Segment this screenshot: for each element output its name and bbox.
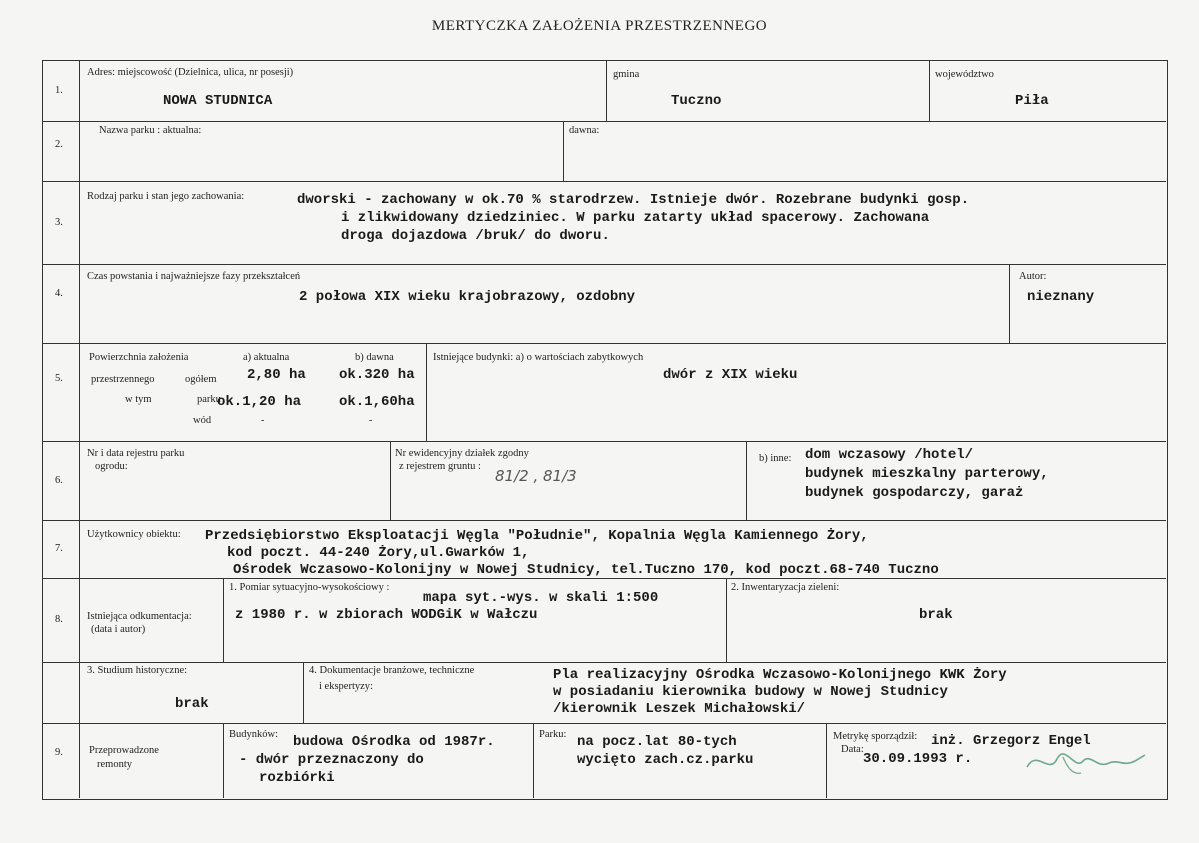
users-line-3: Ośrodek Wczasowo-Kolonijny w Nowej Studnicy, tel.Tuczno 170, kod poczt.68-740 Tuczno <box>233 562 939 578</box>
industry-docs-line-3: /kierownik Leszek Michałowski/ <box>553 701 806 717</box>
date-label: Data: <box>841 744 864 755</box>
area-total-former: ok.320 ha <box>339 367 415 383</box>
survey-label: 1. Pomiar sytuacyjno-wysokościowy : <box>229 582 390 593</box>
date-value: 30.09.1993 r. <box>863 751 973 767</box>
area-przestrzennego-label: przestrzennego <box>91 374 155 385</box>
address-label: Adres: miejscowość (Dzielnica, ulica, nr posesji) <box>87 67 294 78</box>
creation-time-label: Czas powstania i najważniejsze fazy przekształceń <box>87 271 301 282</box>
parcel-number-label: Nr ewidencyjny działek zgodny <box>395 448 529 459</box>
park-type-line-1: dworski - zachowany w ok.70 % starodrzew. Istnieje dwór. Rozebrane budynki gosp. <box>297 192 970 208</box>
park-type-line-3: droga dojazdowa /bruk/ do dworu. <box>341 228 610 244</box>
area-label: Powierzchnia założenia <box>89 352 189 363</box>
survey-line-2: z 1980 r. w zbiorach WODGiK w Wałczu <box>235 607 538 623</box>
row-number: 8. <box>55 614 63 625</box>
existing-buildings-label: Istniejące budynki: a) o wartościach zabytkowych <box>433 352 644 363</box>
buildings-renovation-line-2: - dwór przeznaczony do <box>239 752 424 768</box>
page-title: MERTYCZKA ZAŁOŻENIA PRZESTRZENNEGO <box>431 18 768 34</box>
buildings-renovation-label: Budynków: <box>229 729 279 740</box>
prepared-by-value: inż. Grzegorz Engel <box>931 733 1091 749</box>
industry-docs-line-1: Pla realizacyjny Ośrodka Wczasowo-Kolonijnego KWK Żory <box>553 667 1007 683</box>
industry-docs-line-2: w posiadaniu kierownika budowy w Nowej Studnicy <box>553 684 948 700</box>
area-including-label: w tym <box>125 394 152 405</box>
row-number: 7. <box>55 543 63 554</box>
users-line-2: kod poczt. 44-240 Żory,ul.Gwarków 1, <box>227 545 530 561</box>
documentation-label-2: (data i autor) <box>91 624 146 635</box>
greenery-inventory-label: 2. Inwentaryzacja zieleni: <box>731 582 840 593</box>
parcel-number-value: 81/2 , 81/3 <box>495 467 577 485</box>
author-label: Autor: <box>1019 271 1047 282</box>
area-park-label: parku <box>197 394 221 405</box>
row-number: 3. <box>55 217 63 228</box>
voivodeship-value: Piła <box>1015 93 1049 109</box>
park-type-label: Rodzaj parku i stan jego zachowania: <box>87 191 245 202</box>
renovations-label-2: remonty <box>97 759 132 770</box>
row-number: 2. <box>55 139 63 150</box>
area-total-current: 2,80 ha <box>247 367 306 383</box>
row-number: 1. <box>55 85 63 96</box>
prepared-by-label: Metrykę sporządził: <box>833 731 918 742</box>
author-value: nieznany <box>1027 289 1095 305</box>
existing-buildings-value: dwór z XIX wieku <box>663 367 798 383</box>
voivodeship-label: województwo <box>935 69 994 80</box>
industry-docs-label: 4. Dokumentacje branżowe, techniczne <box>309 665 475 676</box>
buildings-renovation-line-1: budowa Ośrodka od 1987r. <box>293 734 495 750</box>
former-name-label: dawna: <box>569 125 600 136</box>
users-line-1: Przedsiębiorstwo Eksploatacji Węgla "Południe", Kopalnia Węgla Kamiennego Żory, <box>205 528 869 544</box>
park-type-line-2: i zlikwidowany dziedziniec. W parku zatarty układ spacerowy. Zachowana <box>341 210 930 226</box>
area-water-former: - <box>369 415 374 426</box>
survey-line-1: mapa syt.-wys. w skali 1:500 <box>423 590 659 606</box>
park-name-label: Nazwa parku : aktualna: <box>99 125 202 136</box>
historical-study-label: 3. Studium historyczne: <box>87 665 188 676</box>
creation-time-value: 2 połowa XIX wieku krajobrazowy, ozdobny <box>299 289 636 305</box>
signature-mark <box>1023 745 1153 785</box>
park-renovation-label: Parku: <box>539 729 567 740</box>
address-value: NOWA STUDNICA <box>163 93 273 109</box>
row-number: 5. <box>55 373 63 384</box>
area-park-former: ok.1,60ha <box>339 394 415 410</box>
gmina-label: gmina <box>613 69 640 80</box>
park-renovation-line-2: wycięto zach.cz.parku <box>577 752 754 768</box>
greenery-inventory-value: brak <box>919 607 953 623</box>
area-current-label: a) aktualna <box>243 352 290 363</box>
documentation-label: Istniejąca odkumentacja: <box>87 611 192 622</box>
industry-docs-label-2: i ekspertyzy: <box>319 681 373 692</box>
row-number: 9. <box>55 747 63 758</box>
registry-label-2: ogrodu: <box>95 461 128 472</box>
park-renovation-line-1: na pocz.lat 80-tych <box>577 734 737 750</box>
area-total-label: ogółem <box>185 374 217 385</box>
area-water-current: - <box>261 415 266 426</box>
other-buildings-line-1: dom wczasowy /hotel/ <box>805 447 974 463</box>
parcel-number-label-2: z rejestrem gruntu : <box>399 461 481 472</box>
other-buildings-line-2: budynek mieszkalny parterowy, <box>805 466 1049 482</box>
gmina-value: Tuczno <box>671 93 722 109</box>
registry-label: Nr i data rejestru parku <box>87 448 185 459</box>
renovations-label: Przeprowadzone <box>89 745 159 756</box>
area-former-label: b) dawna <box>355 352 394 363</box>
users-label: Użytkownicy obiektu: <box>87 529 181 540</box>
other-buildings-line-3: budynek gospodarczy, garaż <box>805 485 1024 501</box>
other-buildings-label: b) inne: <box>759 453 792 464</box>
row-number: 6. <box>55 475 63 486</box>
row-number: 4. <box>55 288 63 299</box>
buildings-renovation-line-3: rozbiórki <box>259 770 335 786</box>
area-water-label: wód <box>193 415 212 426</box>
historical-study-value: brak <box>175 696 209 712</box>
form-sheet <box>42 60 1168 800</box>
area-park-current: ok.1,20 ha <box>217 394 302 410</box>
